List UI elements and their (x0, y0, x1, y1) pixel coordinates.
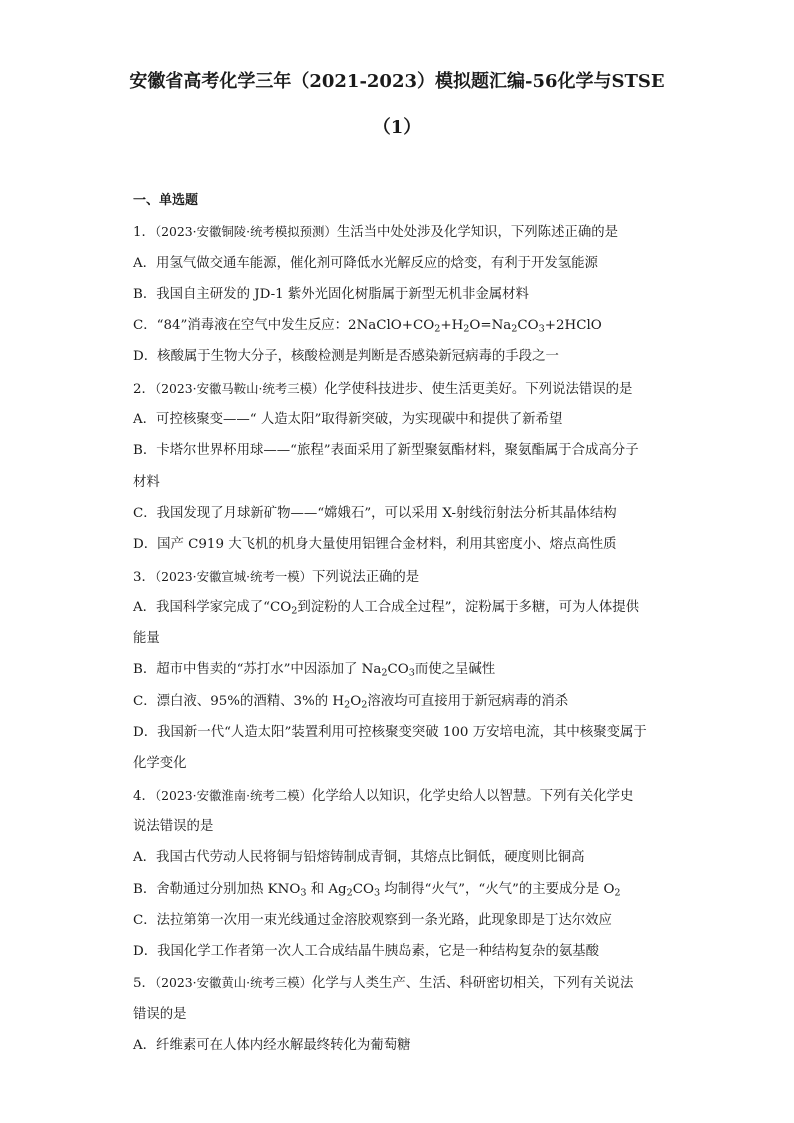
question-source: （2023·安徽黄山·统考三模） (154, 975, 313, 991)
question-text: 化学使科技进步、使生活更美好。下列说法错误的是 (324, 381, 633, 397)
question-3-option-a-cont: 能量 (133, 631, 160, 647)
question-4-stem (133, 780, 668, 811)
question-2-option-b: B．卡塔尔世界杯用球——“旅程”表面采用了新型聚氨酯材料，聚氨酯属于合成高分子 (133, 443, 639, 459)
question-3-option-a: A．我国科学家完成了“$CO_2$到淀粉的人工合成全过程”，淀粉属于多糖，可为人体提供 (133, 599, 640, 617)
question-5-stem-cont: 错误的是 (133, 1006, 187, 1022)
question-2-option-d: D．国产 C919 大飞机的机身大量使用铝锂合金材料，利用其密度小、熔点高性质 (133, 537, 617, 553)
question-2-option-b-cont: 材料 (133, 474, 160, 490)
question-3-option-d-cont: 化学变化 (133, 756, 187, 772)
question-text: 生活当中处处涉及化学知识，下列陈述正确的是 (336, 225, 619, 241)
question-number: 3． (133, 569, 155, 585)
question-4-option-b: B．舍勒通过分别加热 $KNO_3$ 和 $Ag_2CO_3$ 均制得“火气”，“火气”的主要成分是 $O_2$ (133, 881, 621, 898)
question-source: （2023·安徽宣城·统考一模） (154, 568, 313, 584)
question-4-stem-cont: 说法错误的是 (133, 818, 214, 834)
question-1-option-a: A．用氢气做交通车能源，催化剂可降低水光解反应的焓变，有利于开发氢能源 (133, 255, 598, 271)
question-text: 下列说法正确的是 (312, 569, 420, 585)
question-source: （2023·安徽淮南·统考二模） (154, 787, 313, 803)
question-text: 化学与人类生产、生活、科研密切相关，下列有关说法 (312, 976, 634, 992)
document-title-part: （1） (372, 117, 422, 138)
question-3-option-c: C．漂白液、95%的酒精、3%的 $H_2O_2$溶液均可直接用于新冠病毒的消杀 (133, 693, 569, 711)
question-4-option-d: D．我国化学工作者第一次人工合成结晶牛胰岛素，它是一种结构复杂的氨基酸 (133, 944, 600, 960)
question-1-stem (133, 216, 668, 247)
question-text: 化学给人以知识，化学史给人以智慧。下列有关化学史 (312, 788, 634, 804)
document-title: 安徽省高考化学三年（2021-2023）模拟题汇编-56化学与STSE (129, 71, 665, 92)
question-2-option-a: A．可控核聚变——“ 人造太阳”取得新突破，为实现碳中和提供了新希望 (133, 412, 563, 428)
question-number: 1． (133, 225, 155, 241)
question-1-option-b: B．我国自主研发的 JD-1 紫外光固化树脂属于新型无机非金属材料 (133, 286, 529, 302)
question-4-option-a: A．我国古代劳动人民将铜与铅熔铸制成青铜，其熔点比铜低，硬度则比铜高 (133, 850, 585, 866)
question-2-stem (133, 373, 668, 404)
question-2-option-c: C．我国发现了月球新矿物——“嫦娥石”，可以采用 X-射线衍射法分析其晶体结构 (133, 505, 617, 521)
question-5-stem (133, 967, 668, 998)
question-1-option-d: D．核酸属于生物大分子，核酸检测是判断是否感染新冠病毒的手段之一 (133, 349, 559, 365)
question-1-option-c: C．“84”消毒液在空气中发生反应：$2NaClO+CO_2+H_2O=Na_2CO_3+2HClO$ (133, 318, 602, 335)
question-source: （2023·安徽铜陵·统考模拟预测） (154, 224, 337, 240)
question-3-option-b: B．超市中售卖的“苏打水”中因添加了 $Na_2CO_3$而使之呈碱性 (133, 662, 496, 679)
question-3-stem (133, 561, 668, 592)
question-5-option-a: A．纤维素可在人体内经水解最终转化为葡萄糖 (133, 1038, 411, 1054)
question-3-option-d: D．我国新一代“人造太阳”装置利用可控核聚变突破 100 万安培电流，其中核聚变属于 (133, 725, 647, 741)
question-list (133, 185, 668, 1061)
question-number: 5． (133, 976, 155, 992)
section-heading: 一、单选题 (133, 193, 199, 208)
question-number: 2． (133, 381, 155, 397)
question-source: （2023·安徽马鞍山·统考三模） (154, 380, 325, 396)
question-number: 4． (133, 788, 155, 804)
question-4-option-c: C．法拉第第一次用一束光线通过金溶胶观察到一条光路，此现象即是丁达尔效应 (133, 912, 612, 928)
